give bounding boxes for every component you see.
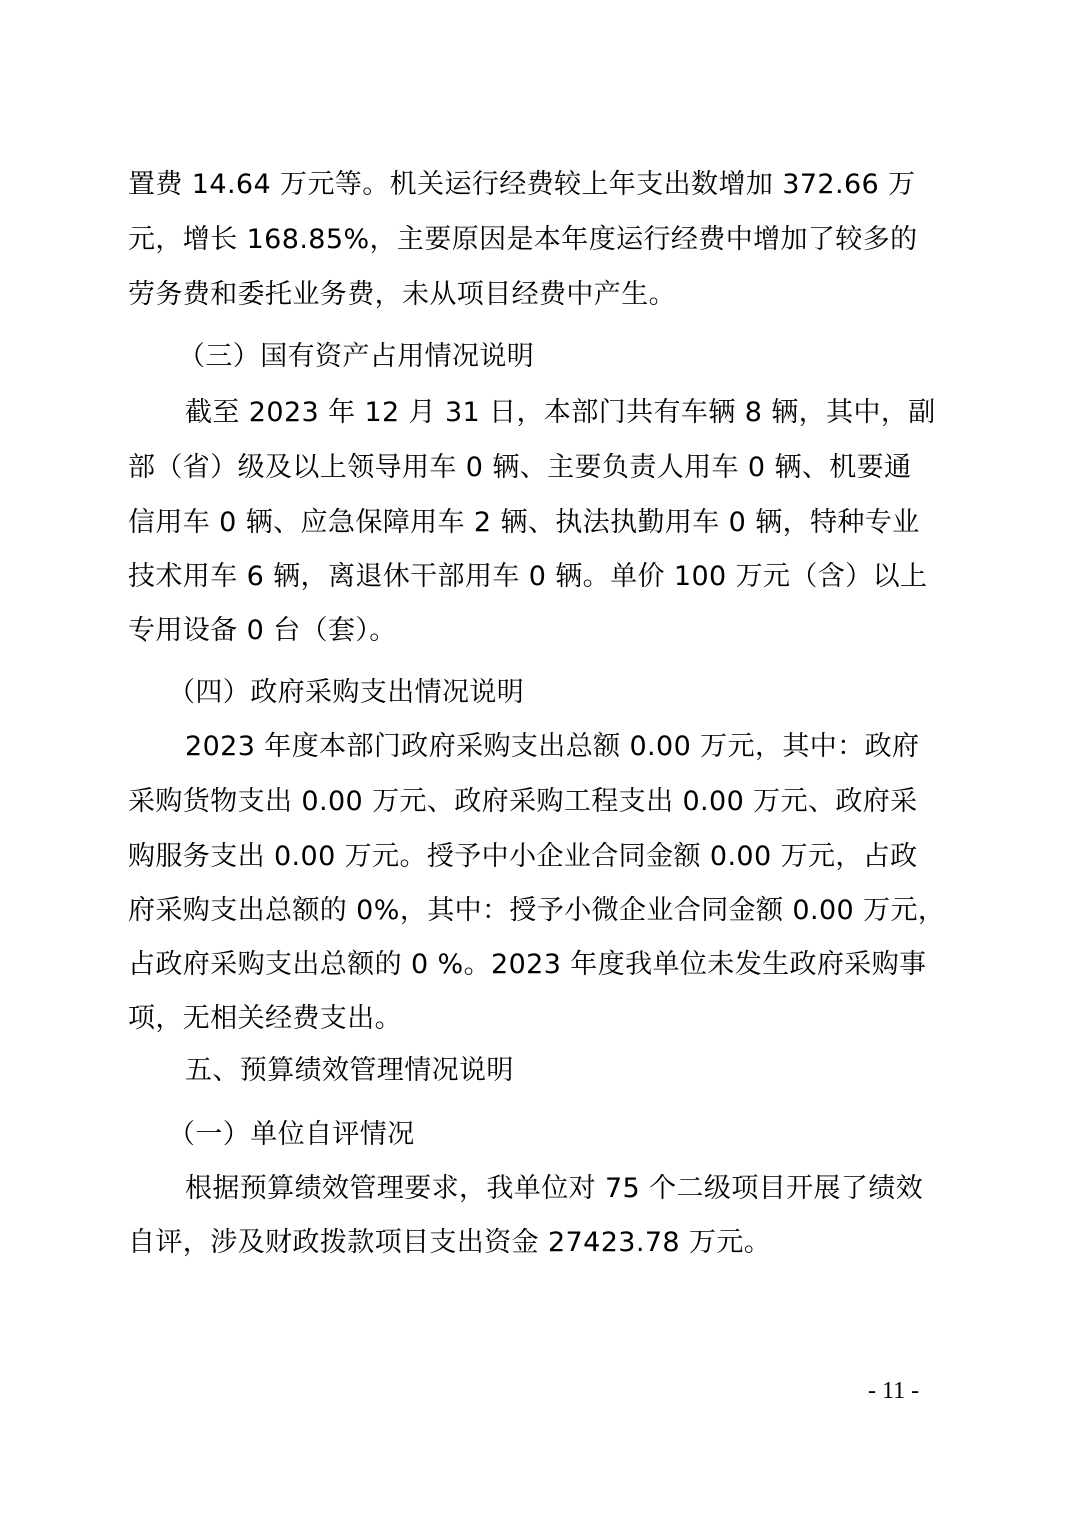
paragraph-line: 部（省）级及以上领导用车 0 辆、主要负责人用车 0 辆、机要通 <box>128 452 912 483</box>
paragraph-line: 占政府采购支出总额的 0 %。2023 年度我单位未发生政府采购事 <box>128 949 927 980</box>
section-heading: （三）国有资产占用情况说明 <box>178 341 535 372</box>
paragraph-line: 专用设备 0 台（套）。 <box>128 615 397 646</box>
paragraph-line: 截至 2023 年 12 月 31 日，本部门共有车辆 8 辆，其中，副 <box>185 397 936 428</box>
paragraph-line: 根据预算绩效管理要求，我单位对 75 个二级项目开展了绩效 <box>185 1173 924 1204</box>
paragraph-line: 自评，涉及财政拨款项目支出资金 27423.78 万元。 <box>128 1227 772 1258</box>
paragraph-line: 技术用车 6 辆，离退休干部用车 0 辆。单价 100 万元（含）以上 <box>128 561 928 592</box>
paragraph-line: 2023 年度本部门政府采购支出总额 0.00 万元，其中：政府 <box>185 731 920 762</box>
section-heading: （四）政府采购支出情况说明 <box>168 677 525 708</box>
paragraph-line: 采购货物支出 0.00 万元、政府采购工程支出 0.00 万元、政府采 <box>128 786 918 817</box>
paragraph-line: 信用车 0 辆、应急保障用车 2 辆、执法执勤用车 0 辆，特种专业 <box>128 507 920 538</box>
paragraph-line: 元，增长 168.85%，主要原因是本年度运行经费中增加了较多的 <box>128 224 918 255</box>
paragraph-line: 置费 14.64 万元等。机关运行经费较上年支出数增加 372.66 万 <box>128 169 916 200</box>
paragraph-line: 购服务支出 0.00 万元。授予中小企业合同金额 0.00 万元，占政 <box>128 841 918 872</box>
page-number: - 11 - <box>868 1378 920 1404</box>
paragraph-line: 府采购支出总额的 0%，其中：授予小微企业合同金额 0.00 万元， <box>128 895 946 926</box>
paragraph-line: 劳务费和委托业务费，未从项目经费中产生。 <box>128 279 676 310</box>
paragraph-line: 项，无相关经费支出。 <box>128 1003 402 1034</box>
section-heading: 五、预算绩效管理情况说明 <box>185 1055 514 1086</box>
section-heading: （一）单位自评情况 <box>168 1119 415 1150</box>
